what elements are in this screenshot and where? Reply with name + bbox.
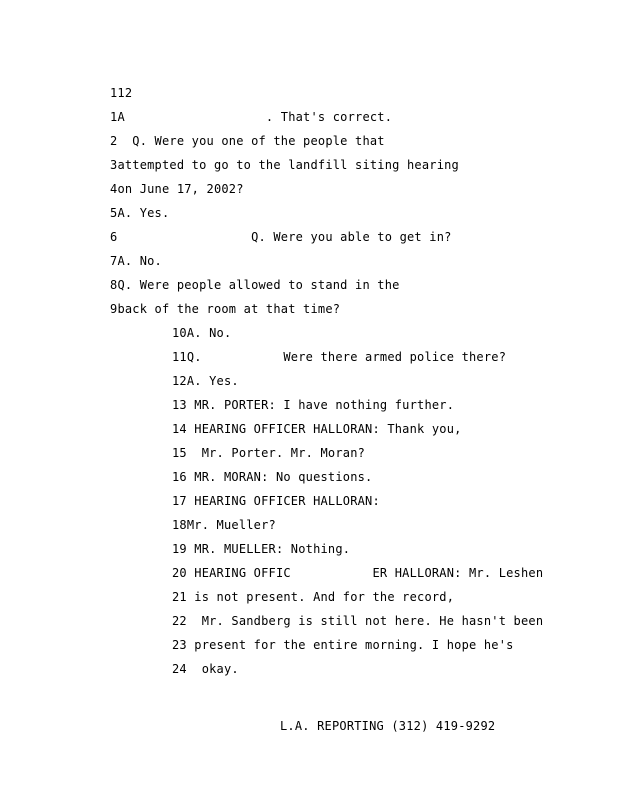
line-text: okay. bbox=[186, 662, 239, 676]
line-text: A. Yes. bbox=[186, 374, 239, 388]
line-text: Mr. Sandberg is still not here. He hasn't been bbox=[186, 614, 544, 628]
line-text: MR. PORTER: I have nothing further. bbox=[186, 398, 455, 412]
line-text: present for the entire morning. I hope he's bbox=[186, 638, 514, 652]
transcript-line bbox=[172, 518, 276, 532]
transcript-line bbox=[110, 182, 244, 196]
line-text: HEARING OFFICER HALLORAN: bbox=[186, 494, 380, 508]
line-number: 4 bbox=[110, 182, 118, 196]
line-number: 1 bbox=[110, 110, 118, 124]
line-number: 17 bbox=[172, 494, 187, 508]
transcript-line bbox=[172, 566, 543, 580]
reporter-footer: L.A. REPORTING (312) 419-9292 bbox=[280, 719, 496, 733]
transcript-line bbox=[172, 662, 239, 676]
line-text: HEARING OFFIC ER HALLORAN: Mr. Leshen bbox=[186, 566, 544, 580]
line-number: 11 bbox=[172, 350, 187, 364]
line-number: 2 bbox=[110, 134, 118, 148]
line-number: 7 bbox=[110, 254, 118, 268]
line-number: 9 bbox=[110, 302, 118, 316]
transcript-line bbox=[110, 158, 459, 172]
transcript-line bbox=[110, 134, 385, 148]
line-number: 24 bbox=[172, 662, 187, 676]
line-number: 21 bbox=[172, 590, 187, 604]
line-number: 5 bbox=[110, 206, 118, 220]
transcript-line bbox=[172, 422, 462, 436]
transcript-line bbox=[172, 326, 231, 340]
line-text: is not present. And for the record, bbox=[186, 590, 455, 604]
transcript-line bbox=[172, 590, 454, 604]
line-text: A. Yes. bbox=[117, 206, 170, 220]
transcript-line bbox=[172, 542, 350, 556]
transcript-line bbox=[172, 350, 506, 364]
transcript-line bbox=[172, 398, 454, 412]
line-number: 15 bbox=[172, 446, 187, 460]
transcript-line bbox=[172, 638, 514, 652]
line-number: 12 bbox=[172, 374, 187, 388]
transcript-line bbox=[172, 494, 380, 508]
transcript-line bbox=[172, 470, 372, 484]
transcript-line bbox=[110, 302, 340, 316]
line-text: HEARING OFFICER HALLORAN: Thank you, bbox=[186, 422, 462, 436]
line-number: 16 bbox=[172, 470, 187, 484]
transcript-line bbox=[172, 446, 365, 460]
page-number: 112 bbox=[110, 86, 133, 100]
line-text: on June 17, 2002? bbox=[117, 182, 244, 196]
line-number: 18 bbox=[172, 518, 187, 532]
line-text: back of the room at that time? bbox=[117, 302, 341, 316]
transcript-line bbox=[110, 278, 400, 292]
line-text: Mr. Mueller? bbox=[186, 518, 276, 532]
line-text: Q. Were you one of the people that bbox=[117, 134, 385, 148]
line-text: Q. Were people allowed to stand in the bbox=[117, 278, 400, 292]
line-number: 13 bbox=[172, 398, 187, 412]
line-number: 6 bbox=[110, 230, 118, 244]
transcript-line bbox=[110, 254, 162, 268]
line-text: A . That's correct. bbox=[117, 110, 393, 124]
line-number: 19 bbox=[172, 542, 187, 556]
line-number: 14 bbox=[172, 422, 187, 436]
transcript-line bbox=[110, 110, 392, 124]
line-number: 20 bbox=[172, 566, 187, 580]
transcript-line bbox=[172, 374, 239, 388]
line-number: 22 bbox=[172, 614, 187, 628]
line-text: attempted to go to the landfill siting hearing bbox=[117, 158, 459, 172]
line-text: MR. MUELLER: Nothing. bbox=[186, 542, 351, 556]
transcript-line bbox=[110, 230, 452, 244]
line-text: Q. Were you able to get in? bbox=[117, 230, 452, 244]
line-number: 10 bbox=[172, 326, 187, 340]
transcript-line bbox=[172, 614, 543, 628]
transcript-line bbox=[110, 206, 169, 220]
line-text: MR. MORAN: No questions. bbox=[186, 470, 373, 484]
line-text: Q. Were there armed police there? bbox=[186, 350, 507, 364]
line-text: A. No. bbox=[186, 326, 232, 340]
line-number: 3 bbox=[110, 158, 118, 172]
line-number: 23 bbox=[172, 638, 187, 652]
line-text: A. No. bbox=[117, 254, 162, 268]
line-number: 8 bbox=[110, 278, 118, 292]
line-text: Mr. Porter. Mr. Moran? bbox=[186, 446, 366, 460]
